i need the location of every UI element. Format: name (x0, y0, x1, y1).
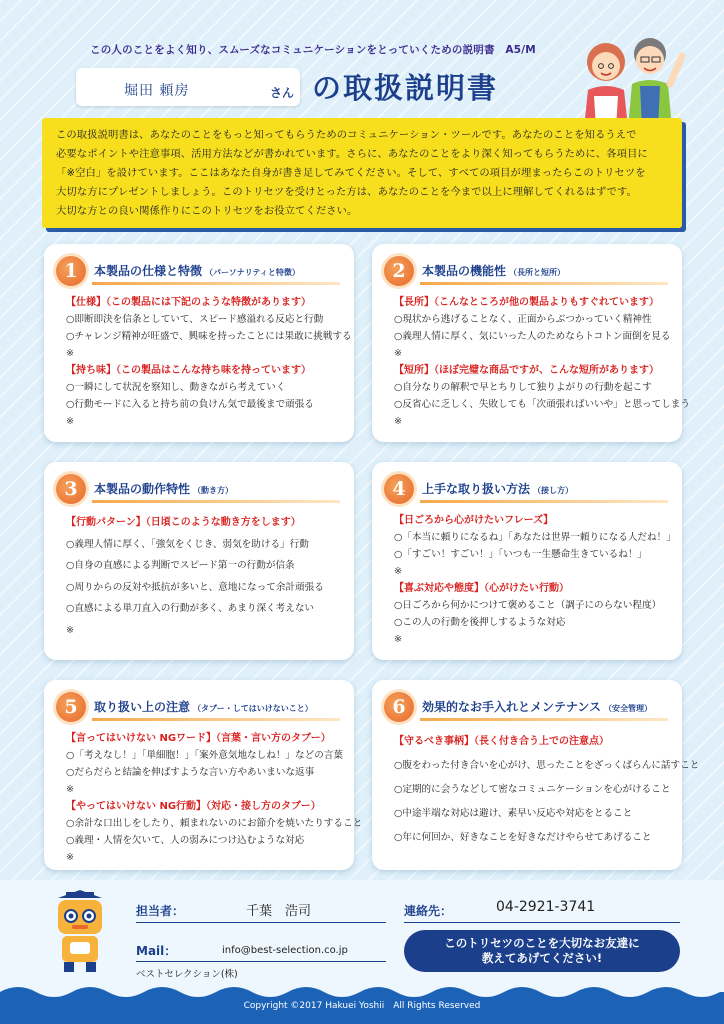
section-heading: 【守るべき事柄】（長く付き合う上での注意点） (394, 736, 609, 747)
share-banner-line1: このトリセツのことを大切なお友達に (444, 936, 640, 950)
list-item: ○義理人情に厚く、気にいった人のためならトコトン面倒を見る (394, 331, 671, 342)
contact-person: 千葉 浩司 (246, 904, 312, 919)
section-heading: 【喜ぶ対応や態度】（心がけたい行動） (394, 583, 569, 594)
person-name: 堀田 頼房 (124, 83, 190, 99)
card-title (94, 480, 233, 497)
list-item: ○周りからの反対や抵抗が多いと、意地になって余計頑張る (66, 581, 324, 593)
list-item: ○日ごろから何かにつけて褒めること（調子にのらない程度） (394, 600, 662, 611)
intro-box (42, 118, 682, 228)
title-underline (92, 282, 340, 285)
card-title (94, 262, 300, 279)
blank-note: ※ (66, 348, 75, 359)
card-title-text: 上手な取り扱い方法 (422, 482, 531, 496)
card-maintenance (372, 680, 700, 870)
list-item: ○この人の行動を後押しするような対応 (394, 617, 566, 628)
number-badge: 6 (384, 692, 414, 722)
list-item: ○即断即決を信条としていて、スピード感溢れる反応と行動 (66, 314, 324, 325)
mail-label: Mail： (136, 944, 177, 958)
number-badge: 4 (384, 474, 414, 504)
honorific: さん (270, 86, 295, 100)
list-item: ○「すごい！すごい！」「いつも一生懸命生きているね！」 (394, 549, 648, 560)
card-title-text: 効果的なお手入れとメンテナンス (422, 700, 602, 714)
card-behavior (44, 462, 354, 660)
list-item: ○だらだらと結論を伸ばすような言い方やあいまいな返事 (66, 767, 315, 778)
list-item: ○現状から逃げることなく、正面からぶつかっていく精神性 (394, 314, 652, 325)
blank-note: ※ (394, 416, 403, 427)
intro-line: この取扱説明書は、あなたのことをもっと知ってもらうためのコミュニケーション・ツールです。あなたのことを知るうえで (56, 129, 637, 141)
list-item: ○「考えなし！」「単細胞！」「案外意気地なしね！」などの言葉 (66, 750, 343, 761)
section-heading: 【長所】（こんなところが他の製品よりもすぐれています） (394, 297, 659, 308)
card-subtitle: （長所と短所） (509, 268, 566, 277)
company-name: ベストセレクション(株) (136, 969, 238, 980)
card-body (394, 730, 700, 850)
card-body (66, 294, 352, 430)
share-banner (404, 930, 680, 972)
blank-note: ※ (66, 852, 75, 863)
intro-line: 大切な方との良い関係作りにこのトリセツをお役立てください。 (56, 205, 358, 217)
blank-note: ※ (394, 348, 403, 359)
list-item: ○自分なりの解釈で早とちりして独りよがりの行動を起こす (394, 382, 652, 393)
list-item: ○自身の直感による判断でスピード第一の行動が信条 (66, 560, 295, 571)
list-item: ○腹をわった付き合いを心がけ、思ったことをざっくばらんに話すこと (394, 760, 700, 771)
card-title (94, 698, 313, 715)
card-body (66, 512, 344, 641)
divider (404, 922, 680, 923)
card-title (422, 480, 573, 497)
page-title: の取扱説明書 (312, 71, 499, 105)
card-title-text: 取り扱い上の注意 (94, 700, 191, 714)
list-item: ○一瞬にして状況を察知し、動きながら考えていく (66, 382, 286, 393)
card-body (394, 512, 676, 648)
card-functions (372, 244, 690, 442)
phone-label: 連絡先： (404, 904, 453, 918)
card-cautions (44, 680, 363, 870)
intro-line: 必要なポイントや注意事項、活用方法などが書かれています。さらに、あなたのことをより深く知ってもらうために、各項目に (56, 148, 648, 160)
list-item: ○「本当に頼りになるね」「あなたは世界一頼りになる人だね！」 (394, 532, 676, 543)
blank-note: ※ (66, 624, 75, 636)
blank-note: ※ (66, 416, 75, 427)
list-item: ○義理・人情を欠いて、人の弱みにつけ込むような対応 (66, 835, 305, 846)
blank-note: ※ (394, 566, 403, 577)
list-item: ○中途半端な対応は避け、素早い反応や対応をとること (394, 808, 633, 819)
robot-mascot (44, 888, 116, 974)
title-underline (420, 718, 668, 721)
phone-number: 04-2921-3741 (496, 899, 596, 915)
list-item: ○年に何回か、好きなことを好きなだけやらせてあげること (394, 832, 652, 843)
card-title-text: 本製品の仕様と特徴 (94, 264, 203, 278)
card-title-text: 本製品の機能性 (422, 264, 507, 278)
card-title-text: 本製品の動作特性 (94, 482, 191, 496)
blank-note: ※ (394, 634, 403, 645)
section-heading: 【日ごろから心がけたいフレーズ】 (394, 515, 554, 526)
list-item: ○余計な口出しをしたり、頼まれないのにお節介を焼いたりすること (66, 818, 363, 829)
title-underline (420, 500, 668, 503)
card-title (422, 698, 652, 715)
divider (136, 961, 386, 962)
list-item: ○反省心に乏しく、失敗しても「次頑張ればいいや」と思ってしまう (394, 399, 690, 410)
section-heading: 【持ち味】（この製品はこんな持ち味を持っています） (66, 365, 311, 376)
section-heading: 【仕様】（この製品には下記のような特徴があります） (66, 297, 311, 308)
card-handling (372, 462, 682, 660)
list-item: ○行動モードに入ると持ち前の負けん気で最後まで頑張る (66, 399, 314, 410)
title-underline (420, 282, 668, 285)
list-item: ○義理人情に厚く、「強気をくじき、弱気を助ける」行動 (66, 538, 309, 550)
intro-line: 「※空白」を設けています。ここはあなた自身が書き足してみてください。そして、すべての項目が埋まったらこのトリセツを (56, 167, 646, 179)
card-subtitle: （タブー・してはいけないこと） (193, 704, 313, 713)
card-body (394, 294, 690, 430)
title-underline (92, 718, 340, 721)
title-underline (92, 500, 340, 503)
mail-address[interactable]: info@best-selection.co.jp (222, 945, 348, 956)
share-banner-line2: 教えてあげてください! (481, 951, 603, 965)
section-heading: 【行動パターン】（日頃このような動き方をします） (66, 517, 301, 528)
copyright: Copyright ©2017 Hakuei Yoshii All Rights Reserved (243, 1001, 481, 1011)
number-badge: 2 (384, 256, 414, 286)
intro-line: 大切な方にプレゼントしましょう。このトリセツを受けとった方は、あなたのことを今まで以上に理解してくれるはずです。 (56, 186, 637, 198)
card-subtitle: （接し方） (533, 486, 574, 495)
card-subtitle: （安全管理） (604, 704, 653, 713)
blank-note: ※ (66, 784, 75, 795)
number-badge: 1 (56, 256, 86, 286)
section-heading: 【やってはいけない NG行動】（対応・接し方のタブー） (66, 801, 321, 812)
contact-person-label: 担当者： (136, 904, 185, 918)
list-item: ○チャレンジ精神が旺盛で、興味を持ったことには果敢に挑戦する (66, 331, 352, 342)
divider (136, 922, 386, 923)
card-body (66, 730, 363, 866)
name-box (76, 68, 300, 106)
list-item: ○直感による単刀直入の行動が多く、あまり深く考えない (66, 603, 315, 614)
card-specs (44, 244, 354, 442)
section-heading: 【言ってはいけない NGワード】（言葉・言い方のタブー） (66, 733, 331, 744)
section-heading: 【短所】（ほぼ完璧な商品ですが、こんな短所があります） (394, 365, 659, 376)
number-badge: 3 (56, 474, 86, 504)
number-badge: 5 (56, 692, 86, 722)
card-title (422, 262, 565, 279)
couple-illustration (570, 26, 690, 128)
document-subtitle: この人のことをよく知り、スムーズなコミュニケーションをとっていくための説明書 A5/M (90, 44, 536, 56)
list-item: ○定期的に会うなどして密なコミュニケーションを心がけること (394, 784, 671, 795)
card-subtitle: （パーソナリティと特徴） (205, 268, 300, 277)
card-subtitle: （動き方） (193, 486, 234, 495)
